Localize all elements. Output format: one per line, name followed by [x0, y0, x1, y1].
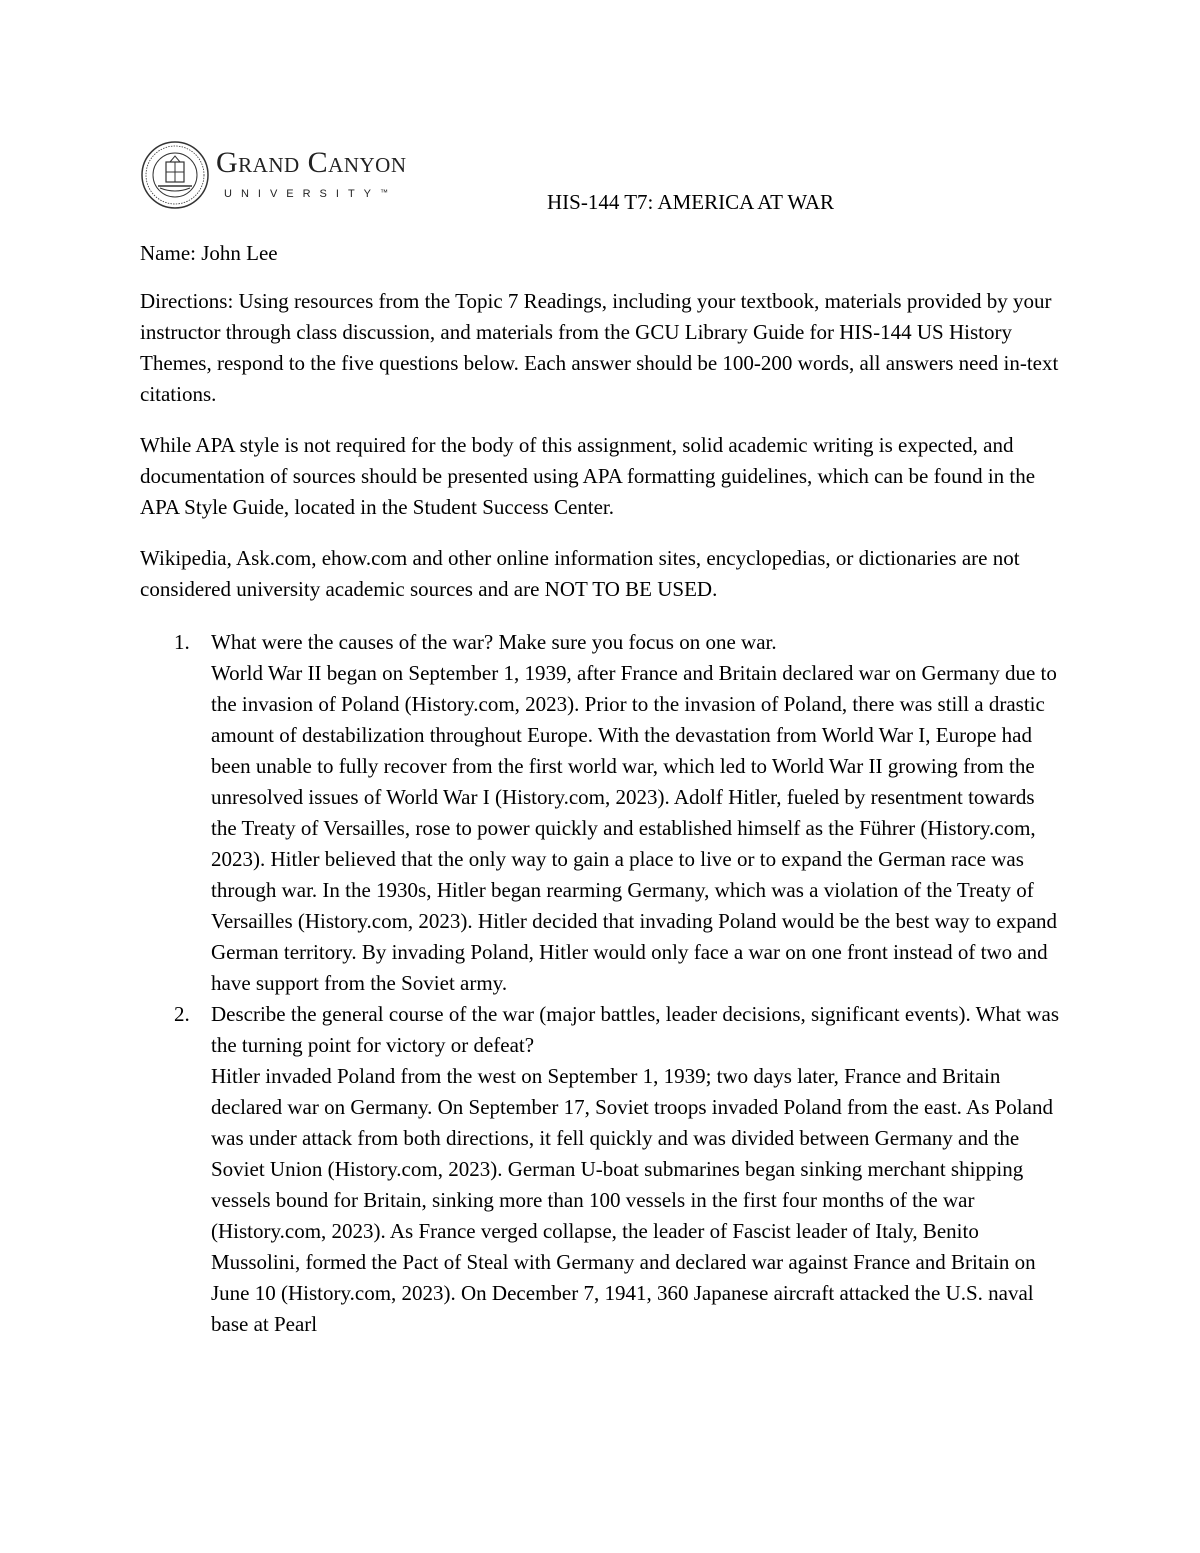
page-title: HIS-144 T7: AMERICA AT WAR [547, 190, 835, 214]
apa-paragraph: While APA style is not required for the body of this assignment, solid academic writing is expected, and documentation of sources should be presented using APA formatting guidelines, which can be found in the APA Style Guide, located in the Student Success Center. [140, 433, 1036, 519]
directions-paragraph: Directions: Using resources from the Topic 7 Readings, including your textbook, materials provided by your instructor through class discussion, and materials from the GCU Library Guide for HIS-144 US History Themes, respond to the five questions below. Each answer should be 100-200 words, all answers need in-text citations. [140, 289, 1059, 406]
question-list [140, 627, 1060, 1340]
question-text: What were the causes of the war? Make sure you focus on one war. [211, 630, 777, 654]
logo-subtitle: UNIVERSITY™ [224, 188, 389, 200]
university-seal-icon [140, 140, 210, 210]
sources-paragraph: Wikipedia, Ask.com, ehow.com and other online information sites, encyclopedias, or dictionaries are not considered university academic sources and are NOT TO BE USED. [140, 546, 1020, 601]
question-number: 2. [174, 1002, 190, 1026]
question-text: Describe the general course of the war (major battles, leader decisions, significant events). What was the turning point for victory or defeat? [211, 1002, 1060, 1057]
answer-text: World War II began on September 1, 1939, after France and Britain declared war on Germany due to the invasion of Poland (History.com, 2023). Prior to the invasion of Poland, there was still a drastic amount of destabilization throughout Europe. With the devastation from World War I, Europe had been unable to fully recover from the first world war, which led to World War II growing from the unresolved issues of World War I (History.com, 2023). Adolf Hitler, fueled by resentment towards the Treaty of Versailles, rose to power quickly and established himself as the Führer (History.com, 2023). Hitler believed that the only way to gain a place to live or to expand the German race was through war. In the 1930s, Hitler began rearming Germany, which was a violation of the Treaty of Versailles (History.com, 2023). Hitler decided that invading Poland would be the best way to expand German territory. By invading Poland, Hitler would only face a war on one front instead of two and have support from the Soviet army. [211, 661, 1058, 995]
list-item [140, 627, 1060, 999]
answer-text: Hitler invaded Poland from the west on September 1, 1939; two days later, France and Britain declared war on Germany. On September 17, Soviet troops invaded Poland from the east. As Poland was under attack from both directions, it fell quickly and was divided between Germany and the Soviet Union (History.com, 2023). German U-boat submarines began sinking merchant shipping vessels bound for Britain, sinking more than 100 vessels in the first four months of the war (History.com, 2023). As France verged collapse, the leader of Fascist leader of Italy, Benito Mussolini, formed the Pact of Steal with Germany and declared war against France and Britain on June 10 (History.com, 2023). On December 7, 1941, 360 Japanese aircraft attacked the U.S. naval base at Pearl [211, 1064, 1053, 1336]
university-logo [140, 140, 450, 212]
logo-wordmark: Grand Canyon [216, 146, 407, 179]
list-item [140, 999, 1060, 1340]
student-name: Name: John Lee [140, 241, 278, 265]
question-number: 1. [174, 630, 190, 654]
